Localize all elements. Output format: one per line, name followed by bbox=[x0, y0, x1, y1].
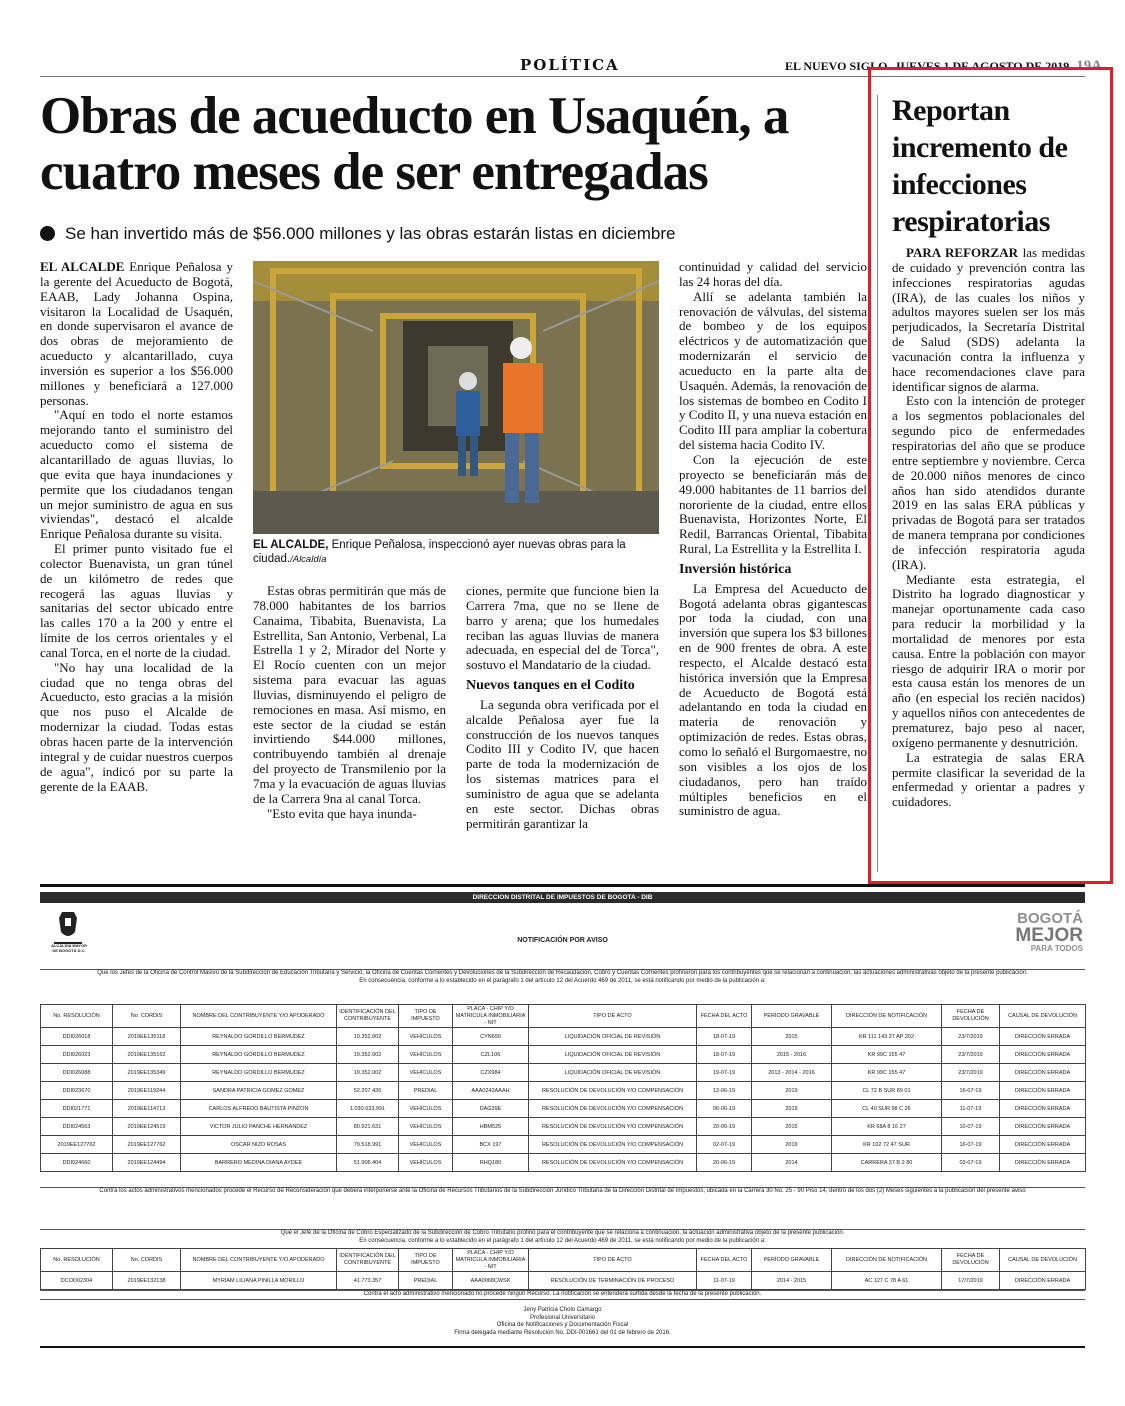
table-cell: 12-06-19 bbox=[697, 1082, 752, 1100]
table-cell: 2014 - 2015 bbox=[752, 1272, 832, 1290]
table-cell: CYN690 bbox=[453, 1028, 529, 1046]
table-cell: 2019 bbox=[752, 1100, 832, 1118]
photo-credit: /Alcaldía bbox=[290, 554, 327, 565]
paragraph: "No hay una localidad de la ciudad que no tenga obras del Acueducto, esto gracias a la misión que nos puso el Alcalde de modernizar la ciudad. Todas estas obras hacen parte de la intervención integral y de cuidar nuestros cuerpos de agua", indicó por su parte la gerente de la EAAB. bbox=[40, 659, 233, 794]
table-row bbox=[41, 1272, 1086, 1290]
table-cell: RESOLUCIÓN DE DEVOLUCIÓN Y/O COMPENSACIÓN bbox=[529, 1154, 697, 1172]
table-cell: 2019EE124519 bbox=[113, 1118, 181, 1136]
table-cell: KR 99C 155 47 bbox=[832, 1064, 942, 1082]
table-cell: AAA0068CWSK bbox=[453, 1272, 529, 1290]
table-header-cell: FECHA DE DEVOLUCIÓN bbox=[942, 1249, 1000, 1272]
table-cell: 03-07-19 bbox=[942, 1154, 1000, 1172]
table-cell: 1.030.633.991 bbox=[337, 1100, 399, 1118]
table-cell: 2019EE132138 bbox=[113, 1272, 181, 1290]
table-cell: 79.518.991 bbox=[337, 1136, 399, 1154]
table-cell: VICTOR JULIO PANCHE HERNANDEZ bbox=[181, 1118, 337, 1136]
table-cell: DIRECCIÓN ERRADA bbox=[1000, 1118, 1086, 1136]
article-column-2 bbox=[253, 584, 446, 870]
notice-recurso bbox=[40, 1187, 1085, 1196]
photo-caption bbox=[253, 538, 659, 567]
table-cell: 19.352.002 bbox=[337, 1028, 399, 1046]
table-header-cell: TIPO DE ACTO bbox=[529, 1249, 697, 1272]
table-cell: DDI024563 bbox=[41, 1118, 113, 1136]
paragraph: "Esto evita que haya inunda- bbox=[267, 805, 417, 821]
paragraph: La segunda obra verificada por el alcalde Peñalosa ayer fue la construcción de los nuevos tanques Codito III y Codito IV, que hacen parte de toda la modernización de los sistemas matrices para el suministro de agua que se adelanta en este sector. Dichas obras permitirán garantizar la bbox=[466, 696, 659, 831]
paragraph: Estas obras permitirán que más de 78.000 habitantes de los barrios Canaima, Tibabita, Buenavista, La Estrellita, San Antonio, Verbenal, La Estrella 1 y 2, Mirador del Norte y El Rocío cuenten con un mejor sistema para evacuar las aguas lluvias, disminuyendo el peligro de remociones en masa. Así mismo, en este sector de la ciudad se están invirtiendo $44.000 millones, contribuyendo también al drenaje del proyecto de Transmilenio por la 7ma y la evacuación de aguas lluvias de la Carrera 9na al canal Torca. bbox=[253, 584, 446, 806]
table-cell: MYRIAM LILIANA PINILLA MORILLO bbox=[181, 1272, 337, 1290]
lead-in: PARA REFORZAR bbox=[906, 246, 1018, 260]
sidebar-headline: Reportan incremento de infecciones respiratorias bbox=[892, 94, 1068, 238]
table-cell: 2015 - 2016 bbox=[752, 1046, 832, 1064]
table-header-cell: No. RESOLUCIÓN bbox=[41, 1005, 113, 1028]
article-photo bbox=[253, 261, 659, 534]
table-cell: REYNALDO GORDILLO BERMUDEZ bbox=[181, 1064, 337, 1082]
table-header-cell: TIPO DE IMPUESTO bbox=[399, 1005, 453, 1028]
article-subhead bbox=[40, 224, 675, 244]
notice-intro-2 bbox=[40, 1229, 1085, 1245]
table-cell: BCX 197 bbox=[453, 1136, 529, 1154]
table-header-cell: DIRECCIÓN DE NOTIFICACIÓN bbox=[832, 1249, 942, 1272]
notice-intro bbox=[40, 969, 1085, 985]
table-header-row bbox=[41, 1005, 1086, 1028]
paragraph: "Aquí en todo el norte estamos mejorando tanto el suministro del acueducto como el sistema de alcantarillado de aguas lluvias, lo que evita que haya inundaciones y permite que los ciudadanos tengan un mejor suministro de agua en sus viviendas", destacó el alcalde Enrique Peñalosa durante su visita. bbox=[40, 407, 233, 542]
table-cell: 2015 bbox=[752, 1028, 832, 1046]
table-cell: 2015 bbox=[752, 1118, 832, 1136]
logo-top: BOGOTÁ bbox=[1017, 910, 1083, 927]
table-cell: 20-06-19 bbox=[697, 1154, 752, 1172]
table-row bbox=[41, 1082, 1086, 1100]
table-cell: RESOLUCIÓN DE DEVOLUCIÓN Y/O COMPENSACIÓN bbox=[529, 1082, 697, 1100]
table-cell: VEHÍCULOS bbox=[399, 1028, 453, 1046]
table-cell: BARRERO MEDINA DIANA AYDEE bbox=[181, 1154, 337, 1172]
table-cell: 80.921.631 bbox=[337, 1118, 399, 1136]
table-cell: 2019 bbox=[752, 1136, 832, 1154]
table-cell: AAA0242AAAH bbox=[453, 1082, 529, 1100]
notice-text: En consecuencia, conforme a lo establecido en el parágrafo 1 del artículo 12 del Acuerdo 469 de 2011, se está notificando por medio de la publicación a: bbox=[359, 1237, 766, 1244]
table-cell: VEHÍCULOS bbox=[399, 1064, 453, 1082]
table-cell: RESOLUCIÓN DE DEVOLUCIÓN Y/O COMPENSACIÓN bbox=[529, 1118, 697, 1136]
table-cell: DDI026088 bbox=[41, 1064, 113, 1082]
section-heading: Inversión histórica bbox=[679, 561, 792, 577]
article-column-1 bbox=[40, 260, 233, 870]
page-number: 19A bbox=[1076, 58, 1103, 74]
paragraph: Esto con la intención de proteger a los segmentos poblacionales del segundo pico de enfermedades respiratorias del año que se produce entre septiembre y noviembre. Cerca de 20.000 niños menores de cinco años han sido atendidos durante 2019 en las salas ERA públicas y privadas de Bogotá para ser tratados de manera temprana por condiciones de infección respiratoria aguda (IRA). bbox=[892, 393, 1085, 572]
table-header-cell: PERÍODO GRAVABLE bbox=[752, 1005, 832, 1028]
table-cell: 2019EE127762 bbox=[113, 1136, 181, 1154]
notice-text: Que los Jefes de la Oficina de Control Masivo de la Subdirección de Educación Tributaria y Servicio, la Oficina de Cuentas Corrientes y Devoluciones de la Subdirección de Recaudación, Cobro y Cuentas Corrientes profirieron para los contribuyentes que se relacionan a continuación, las actuaciones administrativas objeto de la presente publicación. bbox=[97, 970, 1028, 976]
table-cell: KR 102 72 47 SUR bbox=[832, 1136, 942, 1154]
table-cell: CL 40 SUR 98 C 26 bbox=[832, 1100, 942, 1118]
table-header-cell: PLACA - CHIP Y/O MATRICULA INMOBILIARIA - NIT bbox=[453, 1249, 529, 1272]
table-cell: LIQUIDACIÓN OFICIAL DE REVISIÓN bbox=[529, 1028, 697, 1046]
section-label: POLÍTICA bbox=[520, 56, 620, 74]
table-cell: DDI021771 bbox=[41, 1100, 113, 1118]
table-row bbox=[41, 1046, 1086, 1064]
table-cell: 16-07-19 bbox=[942, 1136, 1000, 1154]
table-cell: DIRECCIÓN ERRADA bbox=[1000, 1272, 1086, 1290]
subhead-text: Se han invertido más de $56.000 millones y las obras estarán listas en diciembre bbox=[65, 224, 676, 243]
table-cell: 18-07-19 bbox=[697, 1046, 752, 1064]
table-cell: VEHÍCULOS bbox=[399, 1154, 453, 1172]
lead-in: EL ALCALDE bbox=[40, 260, 125, 274]
table-cell: 19-07-19 bbox=[697, 1064, 752, 1082]
logo-sub: PARA TODOS bbox=[1030, 944, 1083, 953]
paragraph: continuidad y calidad del servicio las 24 horas del día. bbox=[679, 260, 867, 289]
table-cell: 19.352.002 bbox=[337, 1046, 399, 1064]
notice-table-2 bbox=[40, 1248, 1086, 1290]
notice-bar: DIRECCION DISTRITAL DE IMPUESTOS DE BOGOTA - DIB bbox=[40, 892, 1085, 903]
paragraph bbox=[892, 246, 1085, 394]
table-cell: 2019EE127762 bbox=[41, 1136, 113, 1154]
table-row bbox=[41, 1028, 1086, 1046]
table-cell: DAG39E bbox=[453, 1100, 529, 1118]
table-cell: RESOLUCIÓN DE DEVOLUCIÓN Y/O COMPENSACIÓN bbox=[529, 1136, 697, 1154]
table-cell: DDI023670 bbox=[41, 1082, 113, 1100]
table-header-cell: FECHA DEL ACTO bbox=[697, 1005, 752, 1028]
table-cell: CZL106 bbox=[453, 1046, 529, 1064]
table-cell: KR 111 143 27 AP 202 bbox=[832, 1028, 942, 1046]
table-cell: 52.207.436 bbox=[337, 1082, 399, 1100]
tax-notice bbox=[40, 884, 1085, 1348]
sidebar-rule bbox=[877, 95, 878, 872]
table-header-cell: DIRECCIÓN DE NOTIFICACIÓN bbox=[832, 1005, 942, 1028]
paragraph: La Empresa del Acueducto de Bogotá adelanta obras gigantescas por toda la ciudad, con una inversión que supera los $3 billones en de 900 frentes de obra. A este respecto, el Alcalde destacó esta histórica inversión que la Empresa de Acueducto de Bogotá está adelantando en toda la ciudad en materia de renovación y optimización de redes. Estas obras, como lo señaló el Burgomaestre, no son visibles a los ojos de los ciudadanos, pero han traído múltiples beneficios en el suministro de agua. bbox=[679, 580, 867, 819]
table-header-row bbox=[41, 1249, 1086, 1272]
table-cell: CARLOS ALFREDO BAUTISTA PINZON bbox=[181, 1100, 337, 1118]
paragraph: Allí se adelanta también la renovación de válvulas, del sistema de bombeo y de los equipos eléctricos y de automatización que modernizarán el servicio de acueducto en la parte alta de Usaquén. Además, la renovación de los sistemas de bombeo en Codito I y Codito II, y una nueva estación en Codito III para ampliar la cobertura del sistema hacia Codito IV. bbox=[679, 288, 867, 453]
table-cell: HBM525 bbox=[453, 1118, 529, 1136]
table-cell: 2013 - 2014 - 2016 bbox=[752, 1064, 832, 1082]
table-row bbox=[41, 1100, 1086, 1118]
notice-text: Que el Jefe de la Oficina de Cobro Especializado de la Subdirección de Cobro Tributario profirió para el contribuyente que se relaciona a continuación, la actuación administrativa objeto de la presente publicación. bbox=[280, 1230, 845, 1236]
table-cell: DIRECCIÓN ERRADA bbox=[1000, 1136, 1086, 1154]
table-cell: 2019EE135118 bbox=[113, 1028, 181, 1046]
table-cell: 2019EE114713 bbox=[113, 1100, 181, 1118]
paragraph: ciones, permite que funcione bien la Carrera 7ma, que no se llene de barro y arena; que los humedales reciban las aguas lluvias de manera adecuada, en especial del de Torca", sostuvo el Mandatario de la ciudad. bbox=[466, 584, 659, 673]
paragraph: Mediante esta estrategia, el Distrito ha logrado diagnosticar y manejar oportunamente cada caso para reducir la morbilidad y la mortalidad de menores por esta causa. Entre la población con mayor riesgo de adquirir IRA o morir por esta causa están los menores de un año (en especial los recién nacidos) y aquellos niños con antecedentes de prematurez, bajo peso al nacer, oxígeno permanente y desnutrición. bbox=[892, 571, 1085, 750]
table-header-cell: No. CORDIS bbox=[113, 1249, 181, 1272]
table-row bbox=[41, 1154, 1086, 1172]
article-column-4 bbox=[679, 260, 867, 870]
sidebar-body bbox=[892, 246, 1085, 872]
paragraph-text: Enrique Peñalosa y la gerente del Acueducto de Bogotá, EAAB, Lady Johanna Ospina, visitaron la Localidad de Usaquén, en donde supervisaron el avance de dos obras de mejoramiento de acueducto y alcantarillado, cuya inversión es superior a los $56.000 millones y beneficiará a 127.000 personas. bbox=[40, 260, 233, 408]
signer-office: Oficina de Notificaciones y Documentación Fiscal bbox=[496, 1322, 629, 1328]
table-cell: 11-07-19 bbox=[697, 1272, 752, 1290]
table-cell: VEHÍCULOS bbox=[399, 1118, 453, 1136]
table-cell: DDI024660 bbox=[41, 1154, 113, 1172]
table-cell: DDI026023 bbox=[41, 1046, 113, 1064]
article-column-3 bbox=[466, 584, 659, 870]
table-cell: 02-07-19 bbox=[697, 1136, 752, 1154]
paragraph: El primer punto visitado fue el colector Buenavista, un gran túnel de un kilómetro de redes que recogerá las aguas lluvias y sanitarias del sector ubicado entre las calles 170 a la 200 y entre el límite de los cerros orientales y el canal Torca, en el norte de la ciudad. bbox=[40, 541, 233, 660]
bullet-icon bbox=[40, 226, 55, 241]
table-cell: PREDIAL bbox=[399, 1272, 453, 1290]
signature-block bbox=[40, 1307, 1085, 1337]
section-heading: Nuevos tanques en el Codito bbox=[466, 678, 635, 694]
table-header-cell: CAUSAL DE DEVOLUCIÓN bbox=[1000, 1005, 1086, 1028]
table-cell: 18-07-19 bbox=[697, 1028, 752, 1046]
table-header-cell: PERÍODO GRAVABLE bbox=[752, 1249, 832, 1272]
caption-lead: EL ALCALDE, bbox=[253, 539, 329, 551]
table-header-cell: No. RESOLUCIÓN bbox=[41, 1249, 113, 1272]
table-header-cell: IDENTIFICACIÓN DEL CONTRIBUYENTE bbox=[337, 1005, 399, 1028]
paragraph-text: las medidas de cuidado y prevención contra las infecciones respiratorias agudas (IRA), de las cuales los niños y adultos mayores suelen ser los más perjudicados, la Secretaría Distrital de Salud (SDS) adelanta la vacunación contra la influenza y hace recomendaciones clave para identificar signos de alarma. bbox=[892, 246, 1085, 394]
table-cell: CZX984 bbox=[453, 1064, 529, 1082]
article-headline: Obras de acueducto en Usaquén, a cuatro meses de ser entregadas bbox=[40, 87, 789, 201]
table-cell: 19.352.002 bbox=[337, 1064, 399, 1082]
table-cell: 20-06-19 bbox=[697, 1118, 752, 1136]
table-cell: 41.773.357 bbox=[337, 1272, 399, 1290]
table-header-cell: CAUSAL DE DEVOLUCIÓN bbox=[1000, 1249, 1086, 1272]
table-cell: DIRECCIÓN ERRADA bbox=[1000, 1154, 1086, 1172]
notice-closing bbox=[40, 1290, 1085, 1300]
table-cell: RESOLUCIÓN DE TERMINACIÓN DE PROCESO bbox=[529, 1272, 697, 1290]
signer-role: Profesional Universitario bbox=[529, 1314, 596, 1321]
table-cell: VEHÍCULOS bbox=[399, 1046, 453, 1064]
signer-delegation: Firma delegada mediante Resolución No. DDI-001661 del 01 de febrero de 2016. bbox=[454, 1329, 671, 1336]
table-cell: 16-07-19 bbox=[942, 1082, 1000, 1100]
issue-date: JUEVES 1 DE AGOSTO DE 2019 bbox=[894, 59, 1070, 73]
table-cell: LIQUIDACIÓN OFICIAL DE REVISIÓN bbox=[529, 1064, 697, 1082]
table-cell: DCOD02304 bbox=[41, 1272, 113, 1290]
table-cell: 2019EE119244 bbox=[113, 1082, 181, 1100]
table-cell: REYNALDO GORDILLO BERMUDEZ bbox=[181, 1028, 337, 1046]
table-cell: 51.906.404 bbox=[337, 1154, 399, 1172]
table-cell: 2019EE135162 bbox=[113, 1046, 181, 1064]
table-cell: VEHÍCULOS bbox=[399, 1136, 453, 1154]
table-row bbox=[41, 1136, 1086, 1154]
table-header-cell: FECHA DE DEVOLUCIÓN bbox=[942, 1005, 1000, 1028]
table-cell: CARRERA 37 B 2 80 bbox=[832, 1154, 942, 1172]
bogota-crest-logo bbox=[48, 910, 88, 958]
table-header-cell: NOMBRE DEL CONTRIBUYENTE Y/O APODERADO bbox=[181, 1005, 337, 1028]
table-header-cell: TIPO DE IMPUESTO bbox=[399, 1249, 453, 1272]
table-cell: 10-07-19 bbox=[942, 1118, 1000, 1136]
signer-name: Jeny Patricia Cholo Camargo bbox=[523, 1307, 602, 1313]
table-cell: KR 68A 8 16 27 bbox=[832, 1118, 942, 1136]
table-cell: OSCAR NIZO ROSAS bbox=[181, 1136, 337, 1154]
table-cell: 2014 bbox=[752, 1154, 832, 1172]
caption-text: Enrique Peñalosa, inspeccionó ayer nuevas obras para la ciudad. bbox=[253, 539, 626, 565]
crest-label: ALCALDÍA MAYOR DE BOGOTÁ D.C. bbox=[51, 943, 87, 953]
table-cell: KR 99C 155 47 bbox=[832, 1046, 942, 1064]
table-cell: RHQ180 bbox=[453, 1154, 529, 1172]
table-cell: 23/7/2019 bbox=[942, 1046, 1000, 1064]
paper-name: EL NUEVO SIGLO bbox=[785, 59, 888, 73]
table-cell: DDI026018 bbox=[41, 1028, 113, 1046]
table-row bbox=[41, 1064, 1086, 1082]
table-row bbox=[41, 1118, 1086, 1136]
table-cell: 06-06-19 bbox=[697, 1100, 752, 1118]
table-cell: RESOLUCIÓN DE DEVOLUCIÓN Y/O COMPENSACIÓN bbox=[529, 1100, 697, 1118]
table-cell: 2019EE135349 bbox=[113, 1064, 181, 1082]
table-cell: AC 127 C 78 A 61 bbox=[832, 1272, 942, 1290]
bogota-mejor-logo bbox=[1005, 911, 1083, 963]
table-cell: 23/7/2019 bbox=[942, 1028, 1000, 1046]
table-cell: 23/7/2019 bbox=[942, 1064, 1000, 1082]
table-cell: DIRECCIÓN ERRADA bbox=[1000, 1100, 1086, 1118]
table-cell: VEHÍCULOS bbox=[399, 1100, 453, 1118]
table-cell: REYNALDO GORDILLO BERMUDEZ bbox=[181, 1046, 337, 1064]
table-header-cell: PLACA - CHIP Y/O MATRICULA INMOBILIARIA - NIT bbox=[453, 1005, 529, 1028]
table-cell: 2019 bbox=[752, 1082, 832, 1100]
notice-text: Contra los actos administrativos mencionados procede el Recurso de Reconsideración que deberá interponerse ante la Oficina de Recursos Tributarios de la Subdirección Jurídico Tributaria de la Dirección Distrital de Impuestos, ubicada en la Carrera 30 No. 25 - 90 Piso 14, dentro de los dos (2) Meses siguientes a la publicación del presente aviso bbox=[99, 1188, 1026, 1194]
table-cell: SANDRA PATRICIA GOMEZ GOMEZ bbox=[181, 1082, 337, 1100]
notice-text: Contra el acto administrativo mencionado no procede ningún Recurso. La notificación se entenderá surtida desde la fecha de la presente publicación. bbox=[363, 1291, 762, 1297]
paragraph bbox=[40, 260, 233, 408]
table-header-cell: FECHA DEL ACTO bbox=[697, 1249, 752, 1272]
notice-title: NOTIFICACIÓN POR AVISO bbox=[517, 937, 608, 944]
table-cell: 2019EE124494 bbox=[113, 1154, 181, 1172]
tunnel-photo-illustration bbox=[253, 261, 659, 534]
table-cell: DIRECCIÓN ERRADA bbox=[1000, 1082, 1086, 1100]
table-cell: DIRECCIÓN ERRADA bbox=[1000, 1064, 1086, 1082]
table-header-cell: No. CORDIS bbox=[113, 1005, 181, 1028]
table-cell: 11-07-19 bbox=[942, 1100, 1000, 1118]
table-cell: DIRECCIÓN ERRADA bbox=[1000, 1028, 1086, 1046]
table-cell: PREDIAL bbox=[399, 1082, 453, 1100]
logo-main: MEJOR bbox=[1015, 925, 1083, 946]
paragraph: La estrategia de salas ERA permite clasificar la severidad de la enfermedad y orientar a padres y cuidadores. bbox=[892, 749, 1085, 810]
table-cell: DIRECCIÓN ERRADA bbox=[1000, 1046, 1086, 1064]
notice-table-1 bbox=[40, 1004, 1086, 1172]
table-cell: CL 72 B SUR 89 01 bbox=[832, 1082, 942, 1100]
notice-text: En consecuencia, conforme a lo establecido en el parágrafo 1 del artículo 12 del Acuerdo 469 de 2011, se está notificando por medio de la publicación a: bbox=[359, 977, 766, 984]
table-header-cell: IDENTIFICACIÓN DEL CONTRIBUYENTE bbox=[337, 1249, 399, 1272]
paragraph: Con la ejecución de este proyecto se beneficiarán más de 49.000 habitantes de 11 barrios del nororiente de la ciudad, entre ellos Buenavista, Horizontes Norte, El Redil, Barrancas Oriental, Tibabita Rural, La Estrellita y la Estrellita I. bbox=[679, 451, 867, 557]
table-header-cell: NOMBRE DEL CONTRIBUYENTE Y/O APODERADO bbox=[181, 1249, 337, 1272]
table-cell: LIQUIDACIÓN OFICIAL DE REVISIÓN bbox=[529, 1046, 697, 1064]
table-cell: 17/7/2019 bbox=[942, 1272, 1000, 1290]
table-header-cell: TIPO DE ACTO bbox=[529, 1005, 697, 1028]
